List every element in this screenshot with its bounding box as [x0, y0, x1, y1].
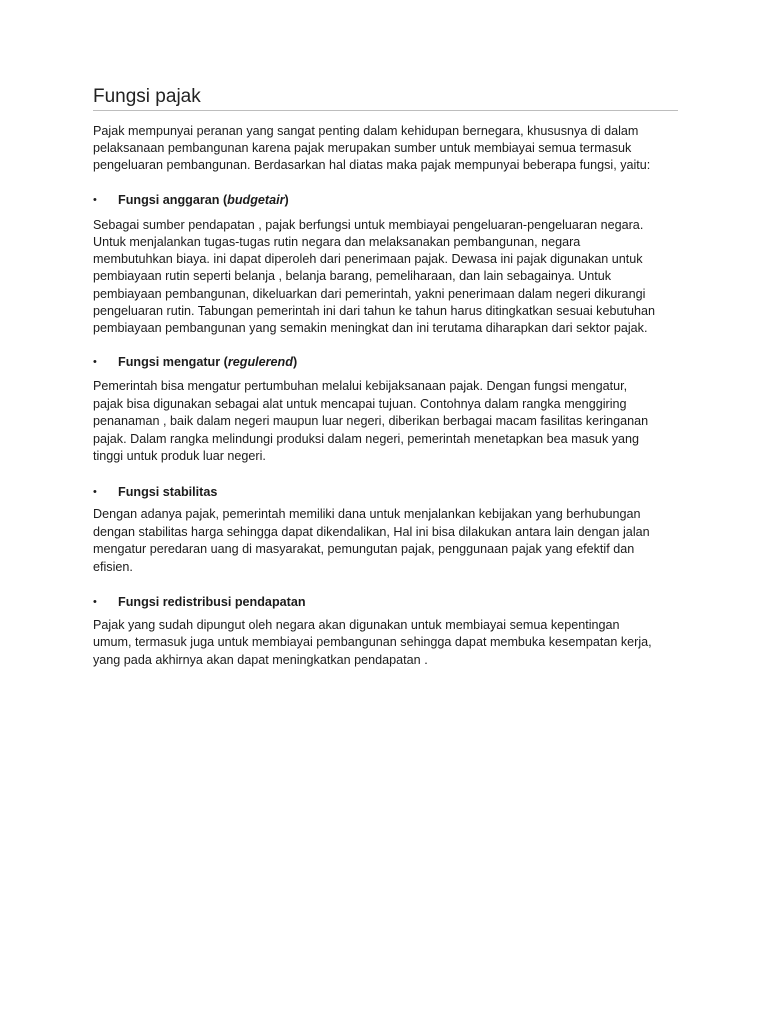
paragraph-line: pembiayaan pembangunan, dikeluarkan dari pemerintah, yakni penerimaan dalam negeri dikurangi: [93, 287, 646, 301]
paragraph-line: yang pada akhirnya akan dapat meningkatkan pendapatan .: [93, 653, 428, 667]
paragraph-line: penanaman , baik dalam negeri maupun luar negeri, diberikan berbagai macam fasilitas keringanan: [93, 414, 649, 428]
heading-term: budgetair: [227, 193, 285, 207]
section-heading-text: Fungsi mengatur (regulerend): [118, 355, 298, 369]
section-heading-text: Fungsi anggaran (budgetair): [118, 193, 289, 207]
intro-line: pelaksanaan pembangunan karena pajak merupakan sumber untuk membiayai semua termasuk: [93, 141, 632, 155]
bullet-icon: •: [93, 194, 97, 206]
bullet-icon: •: [93, 486, 97, 498]
paragraph-line: pembiayaan pembangunan yang semakin meningkat dan ini terutama diharapkan dari sektor pajak.: [93, 321, 648, 335]
paragraph-line: Sebagai sumber pendapatan , pajak berfungsi untuk membiayai pengeluaran-pengeluaran negara.: [93, 218, 644, 232]
paragraph-line: tinggi untuk produk luar negeri.: [93, 449, 266, 463]
paragraph-line: Untuk menjalankan tugas-tugas rutin negara dan melaksanakan pembangunan, negara: [93, 235, 581, 249]
paragraph-line: dengan stabilitas harga sehingga dapat dikendalikan, Hal ini bisa dilakukan antara lain dengan jalan: [93, 525, 650, 539]
heading-term: regulerend: [227, 355, 293, 369]
section-heading-text: Fungsi stabilitas: [118, 485, 218, 499]
paragraph-line: Pemerintah bisa mengatur pertumbuhan melalui kebijaksanaan pajak. Dengan fungsi mengatur,: [93, 379, 628, 393]
intro-line: Pajak mempunyai peranan yang sangat penting dalam kehidupan bernegara, khususnya di dalam: [93, 124, 639, 138]
paragraph-line: membutuhkan biaya. ini dapat diperoleh dari penerimaan pajak. Dewasa ini pajak digunakan untuk: [93, 252, 643, 266]
paragraph-line: pembiayaan rutin seperti belanja , belanja barang, pemeliharaan, dan lain sebagainya. Untuk: [93, 269, 612, 283]
paragraph-line: pajak bisa digunakan sebagai alat untuk mencapai tujuan. Contohnya dalam rangka menggiring: [93, 397, 627, 411]
paragraph-line: mengatur peredaran uang di masyarakat, pemungutan pajak, penggunaan pajak yang efektif dan: [93, 542, 635, 556]
bullet-icon: •: [93, 596, 97, 608]
paragraph-line: umum, termasuk juga untuk membiayai pembangunan sehingga dapat membuka kesempatan kerja,: [93, 635, 652, 649]
paragraph-line: efisien.: [93, 560, 133, 574]
intro-line: pengeluaran pembangunan. Berdasarkan hal diatas maka pajak mempunyai beberapa fungsi, yaitu:: [93, 158, 651, 172]
title-divider: [93, 110, 678, 111]
paragraph-line: Dengan adanya pajak, pemerintah memiliki dana untuk menjalankan kebijakan yang berhubungan: [93, 507, 641, 521]
page-title: Fungsi pajak: [93, 86, 201, 107]
paragraph-line: pajak. Dalam rangka melindungi produksi dalam negeri, pemerintah menetapkan bea masuk yang: [93, 432, 640, 446]
paragraph-line: Pajak yang sudah dipungut oleh negara akan digunakan untuk membiayai semua kepentingan: [93, 618, 620, 632]
section-heading-text: Fungsi redistribusi pendapatan: [118, 595, 306, 609]
bullet-icon: •: [93, 356, 97, 368]
paragraph-line: pengeluaran rutin. Tabungan pemerintah ini dari tahun ke tahun harus ditingkatkan sesuai kebutuhan: [93, 304, 655, 318]
